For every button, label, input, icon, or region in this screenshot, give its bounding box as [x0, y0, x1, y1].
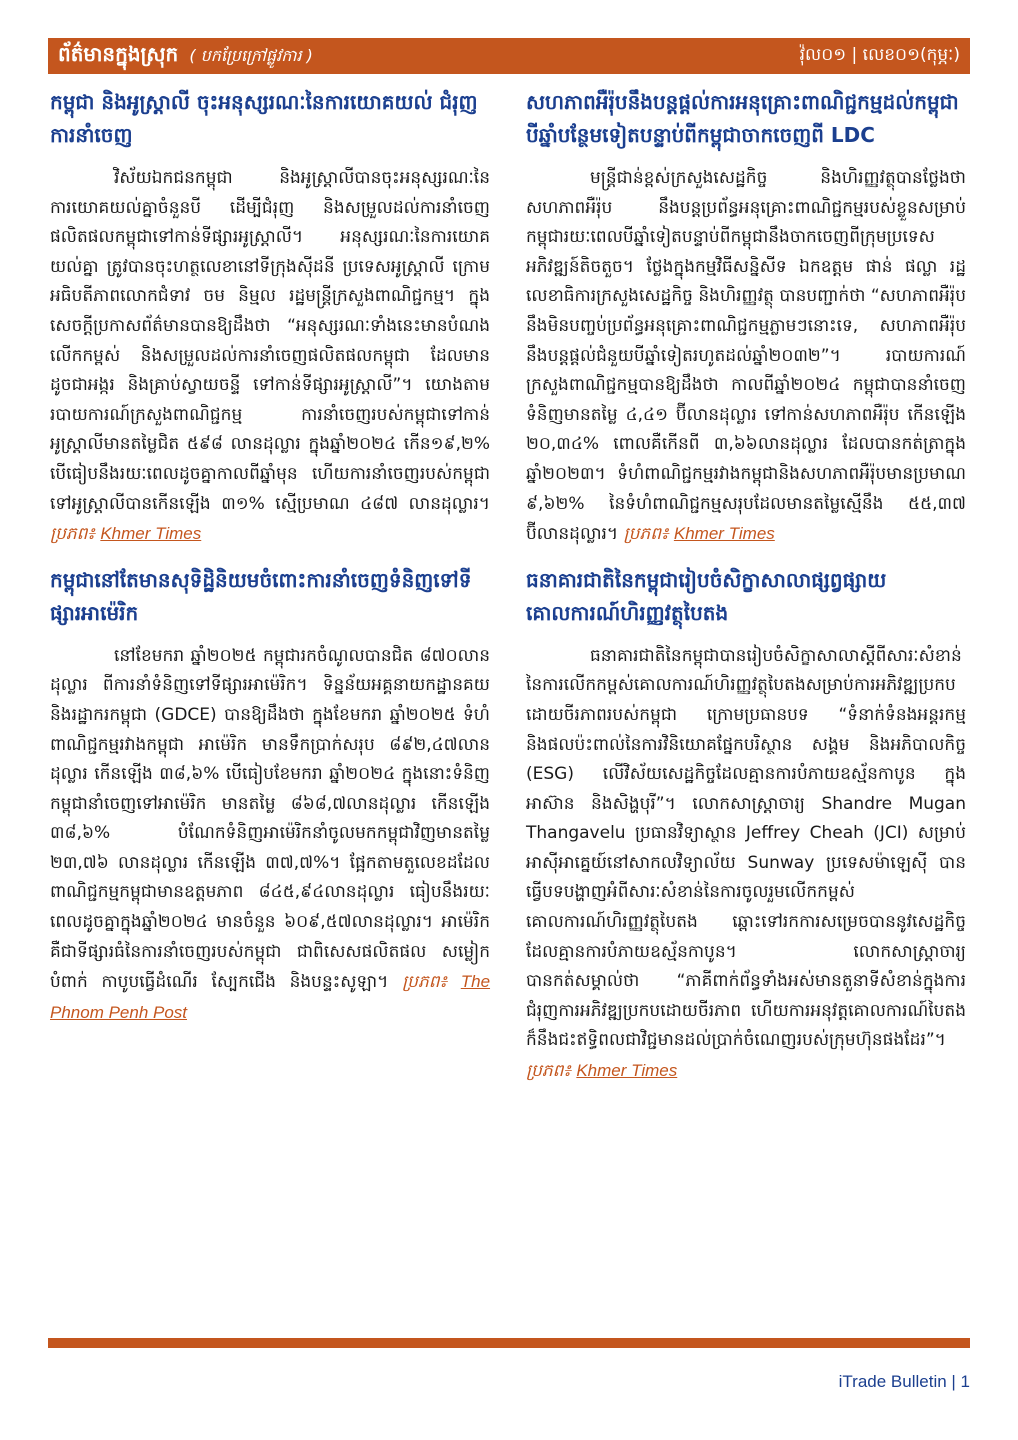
article-body — [526, 164, 966, 550]
source-link[interactable]: Khmer Times — [673, 524, 775, 544]
footer-rule — [48, 1338, 970, 1348]
right-column — [526, 86, 966, 1101]
article-body — [50, 164, 490, 550]
section-title-group — [58, 41, 313, 71]
source-link[interactable]: Khmer Times — [100, 524, 202, 544]
footer-page-label: iTrade Bulletin | 1 — [838, 1372, 970, 1391]
left-column — [50, 86, 490, 1042]
article-body-text: វិស័យឯកជនកម្ពុជា និងអូស្ត្រាលីបានចុះអនុស្សរណៈនៃការយោគយល់គ្នាចំនួនបី ដើម្បីជំរុញ និងសម្រួលដល់ការនាំចេញផលិតផលកម្ពុជាទៅកាន់ទីផ្សារអូស្ត្រាលី។ អនុស្សរណៈនៃការយោគយល់គ្នា ត្រូវបានចុះហត្ថលេខានៅទីក្រុងស៊ីដនី ប្រទេសអូស្ត្រាលី ក្រោមអធិបតីភាពលោកជំទាវ ចម និម្មល រដ្ឋមន្ត្រីក្រសួងពាណិជ្ជកម្ម។ ក្នុងសេចក្តីប្រកាសព័ត៌មានបានឱ្យដឹងថា “អនុស្សរណៈទាំងនេះមានបំណងលើកកម្ពស់ និងសម្រួលដល់ការនាំចេញផលិតផលកម្ពុជា ដែលមានដូចជាអង្ករ និងគ្រាប់ស្វាយចន្ទី ទៅកាន់ទីផ្សារអូស្ត្រាលី”។ យោងតាមរបាយការណ៍ក្រសួងពាណិជ្ជកម្ម ការនាំចេញរបស់កម្ពុជាទៅកាន់អូស្ត្រាលីមានតម្លៃជិត ៥៩៨ លានដុល្លារ ក្នុងឆ្នាំ២០២៤ កើន១៩,២% បើធៀបនឹងរយៈពេលដូចគ្នាកាលពីឆ្នាំមុន ហើយការនាំចេញរបស់កម្ពុជាទៅអូស្ត្រាលីបានកើនឡើង ៣១% ស្មើប្រមាណ ៤៨៧ លានដុល្លារ។ — [50, 168, 490, 514]
article-green-finance — [526, 564, 966, 1087]
article-body-text: ធនាគារជាតិនៃកម្ពុជាបានរៀបចំសិក្ខាសាលាស្តីពីសារៈសំខាន់នៃការលើកកម្ពស់គោលការណ៍ហិរញ្ញវត្ថុបៃតងសម្រាប់ការអភិវឌ្ឍប្រកបដោយចីរភាពរបស់កម្ពុជា ក្រោមប្រធានបទ “ទំនាក់ទំនងអន្តរកម្ម និងផលប៉ះពាល់នៃការវិនិយោគផ្នែកបរិស្ថាន សង្គម និងអភិបាលកិច្ច (ESG) លើវិស័យសេដ្ឋកិច្ចដែលគ្មានការបំភាយឧស្ម័នកាបូន ក្នុងអាស៊ាន និងសិង្ហបុរី”។ លោកសាស្ត្រាចារ្យ Shandre Mugan Thangavelu ប្រធានវិទ្យាស្ថាន Jeffrey Cheah (JCI) សម្រាប់អាស៊ីអាគ្នេយ៍នៅសាកលវិទ្យាល័យ Sunway ប្រទេសម៉ាឡេស៊ី បានធ្វើបទបង្ហាញអំពីសារៈសំខាន់នៃការចូលរួមលើកកម្ពស់គោលការណ៍ហិរញ្ញវត្ថុបៃតង ឆ្ពោះទៅរកការសម្រេចបាននូវសេដ្ឋកិច្ចដែលគ្មានការបំភាយឧស្ម័នកាបូន។ លោកសាស្ត្រាចារ្យបានកត់សម្គាល់ថា “ភាគីពាក់ព័ន្ធទាំងអស់មានតួនាទីសំខាន់ក្នុងការជំរុញការអភិវឌ្ឍប្រកបដោយចីរភាព ហើយការអនុវត្តគោលការណ៍បៃតងក៏នឹងជះឥទ្ធិពលជាវិជ្ជមានដល់ប្រាក់ចំណេញរបស់ក្រុមហ៊ុនផងដែរ”។ — [526, 645, 966, 1051]
section-header-bar — [48, 38, 970, 74]
article-headline: សហភាពអឺរ៉ុបនឹងបន្តផ្តល់ការអនុគ្រោះពាណិជ្ជកម្មដល់កម្ពុជា បីឆ្នាំបន្ថែមទៀតបន្ទាប់ពីកម្ពុជាចាកចេញពី LDC — [526, 90, 959, 147]
article-headline: កម្ពុជា និងអូស្ត្រាលី ចុះអនុស្សរណៈនៃការយោគយល់ ជំរុញការនាំចេញ — [50, 90, 478, 147]
issue-number: វ៉ុល០១ | លេខ០១(កុម្ភៈ) — [799, 44, 960, 65]
article-headline: ធនាគារជាតិនៃកម្ពុជារៀបចំសិក្ខាសាលាផ្សព្វផ្សាយគោលការណ៍ហិរញ្ញវត្ថុបៃតង — [526, 567, 887, 625]
source-link[interactable]: Khmer Times — [576, 1061, 678, 1081]
article-australia-mou — [50, 86, 490, 550]
source-label: ប្រភព៖ — [526, 1061, 571, 1082]
article-body-text: មន្ត្រីជាន់ខ្ពស់ក្រសួងសេដ្ឋកិច្ច និងហិរញ្ញវត្ថុបានថ្លែងថា សហភាពអឺរ៉ុប នឹងបន្តប្រព័ន្ធអនុគ្រោះពាណិជ្ជកម្មរបស់ខ្លួនសម្រាប់កម្ពុជារយៈពេលបីឆ្នាំទៀតបន្ទាប់ពីកម្ពុជានឹងចាកចេញពីក្រុមប្រទេសអភិវឌ្ឍន៍តិចតួច។ ថ្លែងក្នុងកម្មវិធីសន្និសីទ ឯកឧត្តម ផាន់ ផល្លា រដ្ឋលេខាធិការក្រសួងសេដ្ឋកិច្ច និងហិរញ្ញវត្ថុ បានបញ្ជាក់ថា “សហភាពអឺរ៉ុបនឹងមិនបញ្ចប់ប្រព័ន្ធអនុគ្រោះពាណិជ្ជកម្មភ្លាមៗនោះទេ, សហភាពអឺរ៉ុបនឹងបន្តផ្តល់ជំនួយបីឆ្នាំទៀតរហូតដល់ឆ្នាំ២០៣២”។ របាយការណ៍ក្រសួងពាណិជ្ជកម្មបានឱ្យដឹងថា កាលពីឆ្នាំ២០២៤ កម្ពុជាបាននាំចេញទំនិញមានតម្លៃ ៤,៤១ ប៊ីលានដុល្លារ ទៅកាន់សហភាពអឺរ៉ុប កើនឡើង ២០,៣៤% ពោលគឺកើនពី ៣,៦៦លានដុល្លារ ដែលបានកត់ត្រាក្នុងឆ្នាំ២០២៣។ ទំហំពាណិជ្ជកម្មរវាងកម្ពុជានិងសហភាពអឺរ៉ុបមានប្រមាណ ៩,៦២% នៃទំហំពាណិជ្ជកម្មសរុបដែលមានតម្លៃស្មើនឹង ៥៥,៣៧ ប៊ីលានដុល្លារ។ — [526, 168, 966, 545]
source-label: ប្រភព៖ — [623, 524, 669, 545]
article-us-exports — [50, 564, 490, 1029]
section-title: ព័ត៌មានក្នុងស្រុក — [58, 42, 179, 66]
section-subtitle: ( បកប្រែក្រៅផ្លូវការ ) — [189, 46, 313, 65]
source-label: ប្រភព៖ — [50, 524, 95, 545]
source-link[interactable]: The Phnom Penh Post — [50, 972, 491, 1022]
article-body — [526, 642, 966, 1087]
article-headline: កម្ពុជានៅតែមានសុទិដ្ឋិនិយមចំពោះការនាំចេញទំនិញទៅទីផ្សារអាម៉េរិក — [50, 567, 472, 625]
article-body — [50, 642, 490, 1029]
article-body-text: នៅខែមករា ឆ្នាំ២០២៥ កម្ពុជារកចំណូលបានជិត ៨៧០លានដុល្លារ ពីការនាំទំនិញទៅទីផ្សារអាម៉េរិក។ ទិន្នន័យអគ្គនាយកដ្ឋានគយ និងរដ្ឋាករកម្ពុជា (GDCE) បានឱ្យដឹងថា ក្នុងខែមករា ឆ្នាំ២០២៥ ទំហំពាណិជ្ជកម្មរវាងកម្ពុជា អាម៉េរិក មានទឹកប្រាក់សរុប ៨៩២,៤៧លានដុល្លារ កើនឡើង ៣៨,៦% បើធៀបខែមករា ឆ្នាំ២០២៤ ក្នុងនោះទំនិញកម្ពុជានាំចេញទៅអាម៉េរិក មានតម្លៃ ៨៦៨,៧លានដុល្លារ កើនឡើង ៣៨,៦% បំណែកទំនិញអាម៉េរិកនាំចូលមកកម្ពុជាវិញមានតម្លៃ ២៣,៧៦ លានដុល្លារ កើនឡើង ៣៧,៧%។ ផ្អែកតាមតួលេខដដែល ពាណិជ្ជកម្មកម្ពុជាមានឧត្តមភាព ៨៤៥,៩៤លានដុល្លារ ធៀបនឹងរយៈពេលដូចគ្នាក្នុងឆ្នាំ២០២៤ មានចំនួន ៦០៩,៥៧លានដុល្លារ។ អាម៉េរិក គឺជាទីផ្សារធំនៃការនាំចេញរបស់កម្ពុជា ជាពិសេសផលិតផល សម្លៀកបំពាក់ កាបូបធ្វើដំណើរ ស្បែកជើង និងបន្ទះសូឡា។ — [50, 645, 490, 993]
article-eu-preferences — [526, 86, 966, 550]
source-label: ប្រភព៖ — [402, 972, 448, 993]
